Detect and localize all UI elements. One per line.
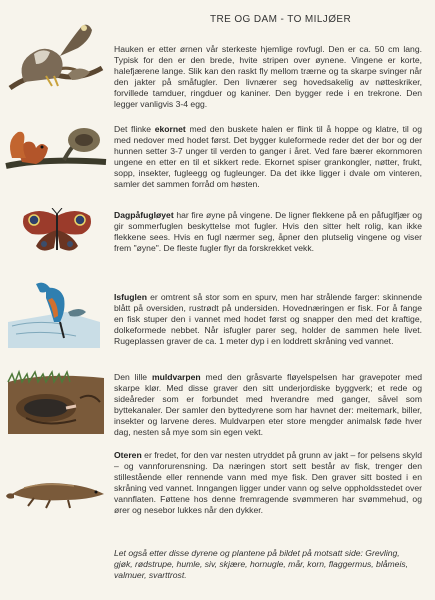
butterfly-icon bbox=[18, 208, 96, 256]
section-butterfly-text bbox=[114, 210, 422, 254]
hawk-icon bbox=[6, 18, 106, 100]
page-title: TRE OG DAM - TO MILJØER bbox=[210, 14, 352, 25]
section-butterfly-body: har fire øyne på vingene. De ligner flekkene på en påfuglfjær og gir sommerfuglen beskyttelse mot fugler. Hvis den sitter helt rolig, kan ikke flekkene sees. Hvis en fugl nærmer seg, åpner den plutselig vingene og viser frem "øyne". De fleste fugler flyr da forskrekket vekk. bbox=[114, 210, 422, 253]
section-hawk-text bbox=[114, 44, 422, 109]
section-squirrel-keyword: ekornet bbox=[154, 124, 186, 134]
section-squirrel-text bbox=[114, 124, 422, 189]
section-squirrel-prefix: Det flinke bbox=[114, 124, 155, 134]
section-mole-keyword: muldvarpen bbox=[151, 372, 201, 382]
mole-icon bbox=[6, 368, 106, 438]
section-mole-text bbox=[114, 372, 422, 437]
section-otter-keyword: Oteren bbox=[114, 450, 142, 460]
section-mole-prefix: Den lille bbox=[114, 372, 152, 382]
footer-note: Let også etter disse dyrene og plantene på bildet på motsatt side: Grevling, gjøk, rødstrupe, humle, siv, skjære, hornugle, mår, korn, flaggermus, blåmeis, valmuer, svarttrost. bbox=[114, 548, 409, 580]
section-kingfisher-body: er omtrent så stor som en spurv, men har strålende farger: skinnende blått på oversiden, rustrødt på undersiden. Hovednæringen er fisk. For å fange en fisk stuper den i vannet med hodet først og snapper den med det kraftige, dolkeformede nebbet. Når isfugler parer seg, holder de sammen hele livet. Rugeplassen graver de ca. 1 meter dyp i en loddrett skråning ved vannet. bbox=[114, 292, 422, 346]
kingfisher-icon bbox=[6, 282, 102, 348]
section-butterfly-keyword: Dagpåfugløyet bbox=[114, 210, 174, 220]
section-hawk-body: Hauken er etter ørnen vår sterkeste hjemlige rovfugl. Den er ca. 50 cm lang. Typisk for den er den brede, hvite stripen over øynene. Vingene er korte, halefjærene lange. Slik kan den raskt fly mellom trærne og ta skarpe svinger når den jakter på småfugler. Den livnærer seg hovedsakelig av nøtteskriker, forvillede tamduer, ringduer og kaniner. Den bygger rede i en trekrone. Den legger vanligvis 3-4 egg. bbox=[114, 44, 422, 109]
squirrel-icon bbox=[4, 118, 108, 180]
section-kingfisher-text bbox=[114, 292, 422, 347]
section-squirrel-body: med den buskete halen er flink til å hoppe og klatre, til og med nedover med hodet først. Det bygger kuleformede reder det der bor og der hunnen setter 3-7 unger til verden to ganger i året. Ved fare bærer ekornmoren ungene en etter en til et sikkert rede. Ekornet spiser grankongler, nøtter, frukt, sopp, insekter, fugleegg og fugleunger. Da det ikke ligger i dvale om vinteren, samler det sammen forråd om høsten. bbox=[114, 124, 422, 189]
section-otter-body: er fredet, for den var nesten utryddet på grunn av jakt – for pelsens skyld – og vannforurensning. Da næringen stort sett består av fisk, trenger den stillestående eller rennende vann med mye fisk. Den graver sitt bosted i en skråning ved vannet. Inngangen ligger under vann og selve oppholdsstedet over vannflaten. Føttene hos denne fremragende svømmeren har svømmehud, og ører og nesebor lukkes når den dykker. bbox=[114, 450, 422, 515]
section-kingfisher-keyword: Isfuglen bbox=[114, 292, 147, 302]
section-otter-text bbox=[114, 450, 422, 515]
otter-icon bbox=[4, 470, 110, 510]
section-mole-body: med den gråsvarte fløyelspelsen har gravepoter med skarpe klør. Med disse graver den sitt underjordiske byggverk; et rede og sideåreder som er forbundet med hverandre med ganger, såvel som byttekanaler. Der samler den byttedyrene som har havnet der: meitemark, biller, insekter og larvene deres. Muldvarpen eter store mengder animalsk føde hver dag, nesten så mye som sin egen vekt. bbox=[114, 372, 423, 437]
